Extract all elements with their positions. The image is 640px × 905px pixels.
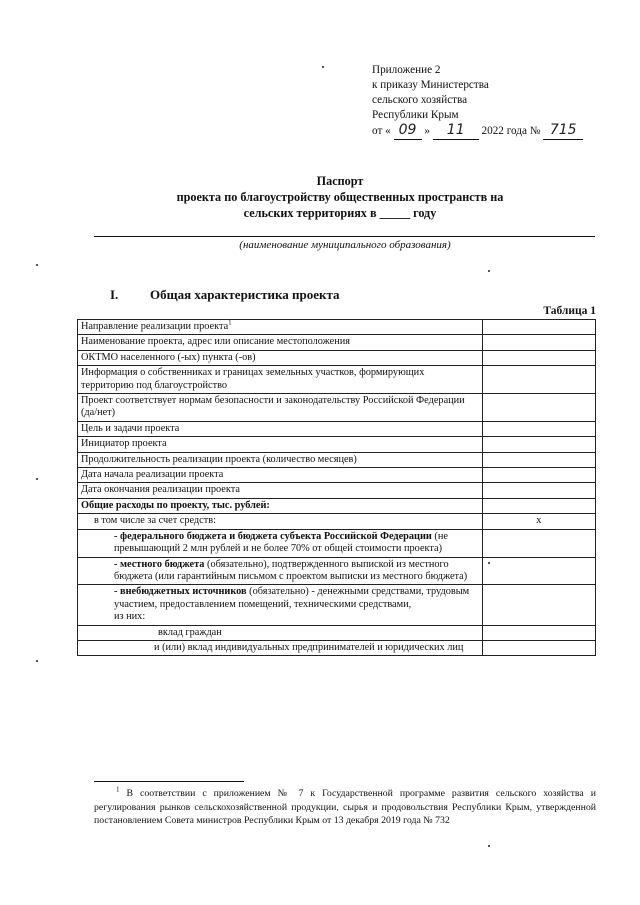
row-label: Инициатор проекта [78, 437, 483, 452]
row-value [482, 394, 595, 422]
row-value [482, 468, 595, 483]
row-text-bold: - местного бюджета [114, 558, 205, 570]
table-row [78, 557, 596, 585]
scan-speck [36, 264, 38, 266]
row-value [482, 366, 595, 394]
row-label [78, 320, 483, 335]
table-row [78, 498, 596, 513]
footnote-indent [94, 788, 116, 799]
row-label: ОКТМО населенного (-ых) пункта (-ов) [78, 350, 483, 365]
row-value [482, 437, 595, 452]
table-row [78, 529, 596, 557]
order-month-handwritten: 11 [446, 122, 465, 138]
table-row [78, 335, 596, 350]
scan-speck [488, 562, 490, 564]
row-label: Общие расходы по проекту, тыс. рублей: [78, 498, 483, 513]
year-text: 2022 года № [481, 125, 541, 137]
scan-speck [488, 270, 490, 272]
document-title [80, 173, 600, 221]
row-value [482, 557, 595, 585]
appendix-line-1: Приложение 2 [372, 64, 441, 76]
footnote [94, 787, 596, 828]
order-day [394, 123, 422, 140]
table-label: Таблица 1 [543, 305, 596, 317]
table-row [78, 468, 596, 483]
order-date-line [372, 123, 583, 140]
appendix-line-2: к приказу Министерства [372, 79, 489, 91]
row-value [482, 421, 595, 436]
row-text: (не превышающий 2 млн рублей и не более 70% от общей стоимости проекта) [114, 530, 448, 555]
row-text-tail: из них: [114, 611, 146, 623]
row-value: х [482, 514, 595, 529]
date-mid: » [424, 125, 430, 137]
table-row [78, 350, 596, 365]
row-value [482, 335, 595, 350]
section-heading [110, 287, 340, 303]
footnote-divider [94, 781, 244, 782]
row-label [78, 557, 483, 585]
row-label: вклад граждан [78, 625, 483, 640]
row-value [482, 498, 595, 513]
row-label: Дата окончания реализации проекта [78, 483, 483, 498]
appendix-line-4: Республики Крым [372, 109, 459, 121]
scan-speck [488, 845, 490, 847]
row-label: Дата начала реализации проекта [78, 468, 483, 483]
row-label: и (или) вклад индивидуальных предпринимателей и юридических лиц [78, 640, 483, 655]
section-number: I. [110, 287, 119, 302]
table-row [78, 394, 596, 422]
row-label: Цель и задачи проекта [78, 421, 483, 436]
order-number-handwritten: 715 [549, 122, 577, 138]
table-row [78, 320, 596, 335]
row-text: (обязательно), подтвержденного выпиской из местного бюджета (или гарантийным письмом с проектом выписки из местного бюджета) [114, 558, 468, 582]
row-value [482, 640, 595, 655]
row-label: Информация о собственниках и границах земельных участков, формирующих территорию под благоустройство [78, 366, 483, 394]
row-label: Наименование проекта, адрес или описание местоположения [78, 335, 483, 350]
row-label: в том числе за счет средств: [78, 514, 483, 529]
order-day-handwritten: 09 [398, 122, 417, 138]
table-row [78, 421, 596, 436]
title-line-3: сельских территориях в _____ году [243, 206, 437, 220]
order-month [433, 123, 479, 140]
table-row [78, 366, 596, 394]
row-value [482, 350, 595, 365]
scan-speck [36, 660, 38, 662]
row-label [78, 529, 483, 557]
row-value [482, 585, 595, 625]
footnote-ref: 1 [228, 318, 232, 327]
municipality-name-line [94, 236, 595, 237]
row-text: Направление реализации проекта [81, 321, 229, 332]
row-value [482, 483, 595, 498]
row-text-bold: - внебюджетных источников [114, 586, 247, 598]
table-row [78, 640, 596, 655]
row-label [78, 585, 483, 625]
footnote-number: 1 [116, 785, 120, 794]
section-title: Общая характеристика проекта [150, 287, 340, 302]
date-prefix: от « [372, 125, 391, 137]
row-text-bold: - федерального бюджета и бюджета субъекта Российской Федерации [114, 530, 432, 542]
row-text: (обязательно) - денежными средствами, трудовым участием, предоставлением помещений, техническими средствами, [114, 586, 470, 610]
title-line-2: проекта по благоустройству общественных пространств на [176, 190, 504, 204]
table-row [78, 625, 596, 640]
table-row [78, 483, 596, 498]
title-heading: Паспорт [316, 174, 364, 188]
row-label: Продолжительность реализации проекта (количество месяцев) [78, 452, 483, 467]
row-value [482, 625, 595, 640]
row-value [482, 529, 595, 557]
table-row [78, 514, 596, 529]
row-value [482, 320, 595, 335]
municipality-caption: (наименование муниципального образования) [239, 239, 451, 251]
appendix-block [372, 63, 583, 140]
table-row [78, 437, 596, 452]
row-label: Проект соответствует нормам безопасности и законодательству Российской Федерации (да/нет) [78, 394, 483, 422]
scan-speck [322, 66, 324, 68]
row-value [482, 452, 595, 467]
project-table [77, 319, 596, 656]
table-row [78, 452, 596, 467]
footnote-text: В соответствии с приложением № 7 к Государственной программе развития сельского хозяйства и регулирования рынков сельскохозяйственной продукции, сырья и продовольствия Республики Крым, утвержденной постановлением Совета министров Республики Крым от 13 декабря 2019 года № 732 [94, 788, 596, 826]
appendix-line-3: сельского хозяйства [372, 94, 468, 106]
scan-speck [36, 478, 38, 480]
order-number [543, 123, 583, 140]
table-row [78, 585, 596, 625]
